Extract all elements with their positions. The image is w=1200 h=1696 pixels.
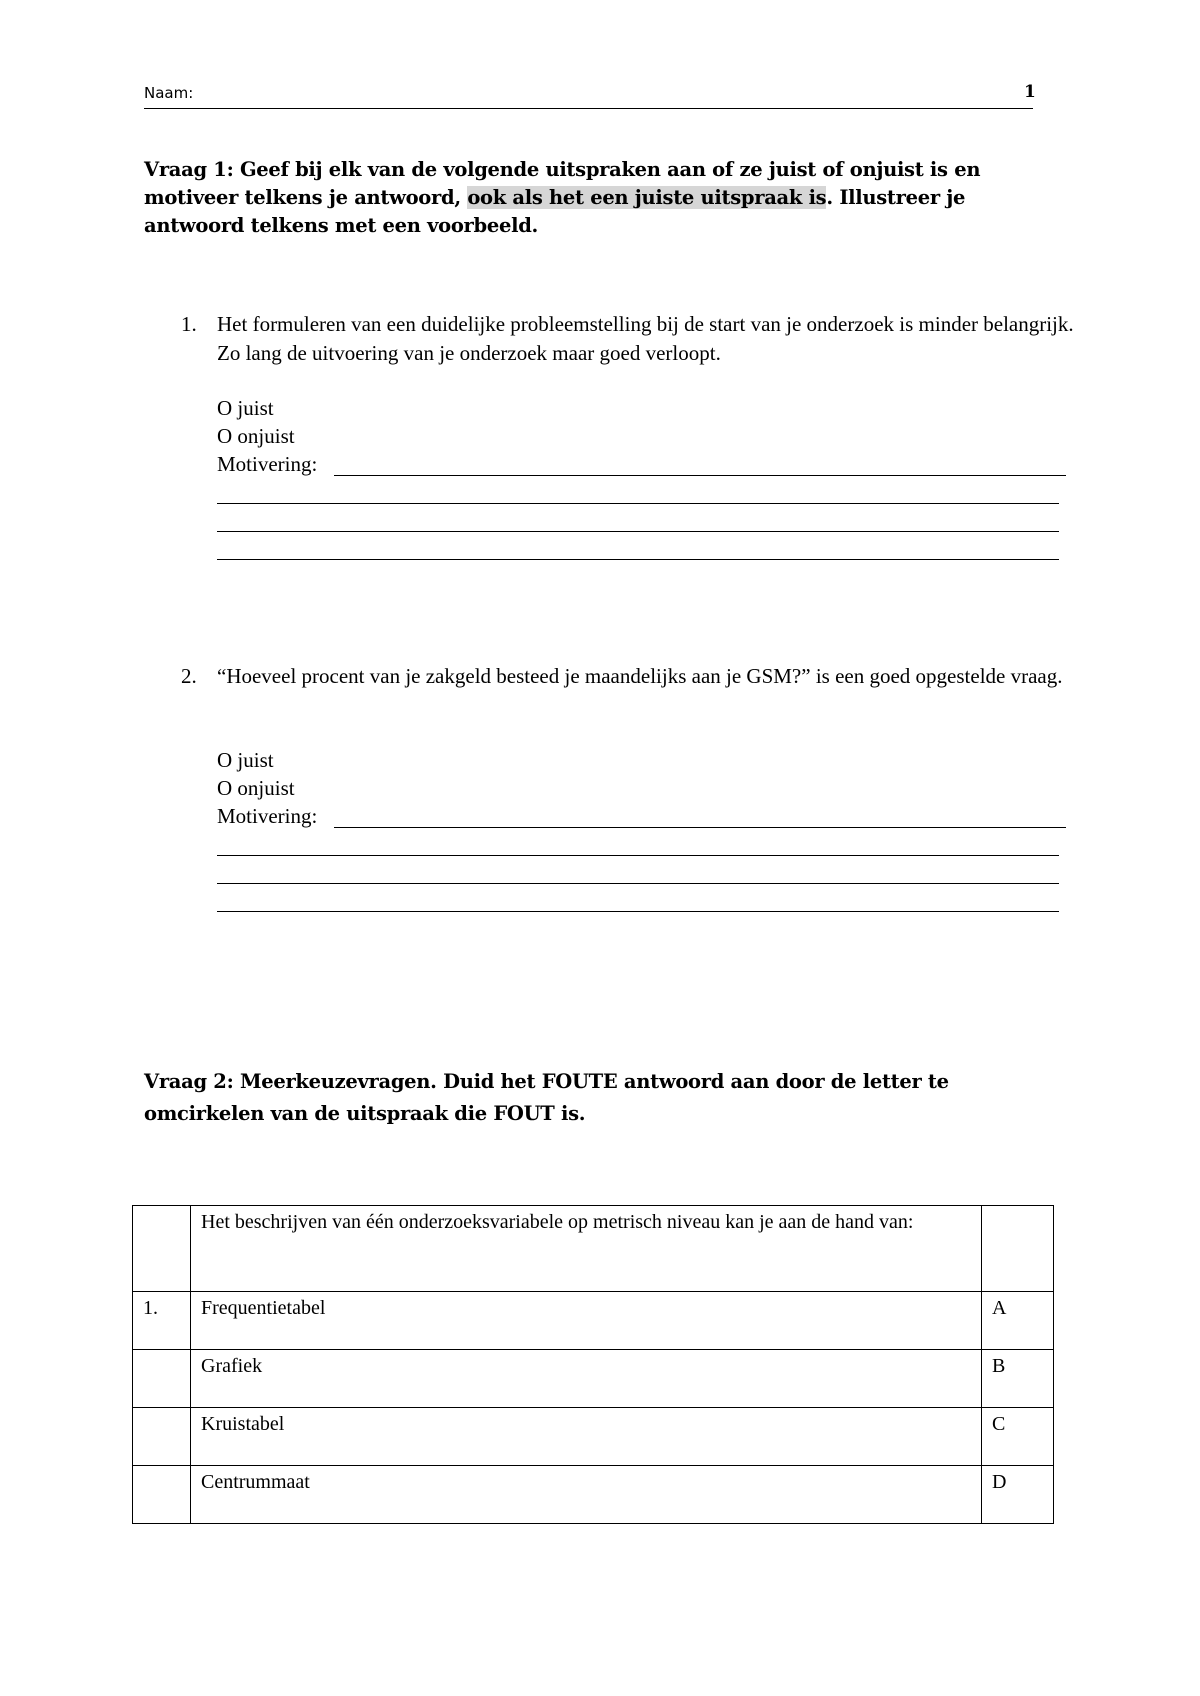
statement-2-text: “Hoeveel procent van je zakgeld besteed je maandelijks aan je GSM?” is een goed opgestelde vraag. [217,664,1063,688]
name-line [144,108,1033,109]
question-1-heading-end: . Illustreer je antwoord telkens met een voorbeeld. [144,186,966,237]
question-1-heading-text: Vraag 1: Geef bij elk van de volgende uitspraken aan of ze juist of onjuist is en motiveer telkens je antwoord, [144,158,981,209]
statement-1-motivation-line[interactable] [334,475,1066,476]
statement-2-motivation-line[interactable] [334,827,1066,828]
statement-1-answer-line[interactable] [217,559,1059,560]
question-1-heading [144,156,1064,240]
question-2-heading: Vraag 2: Meerkeuzevragen. Duid het FOUTE antwoord aan door de letter te omcirkelen van de uitspraak die FOUT is. [144,1070,949,1125]
statement-1-option-false[interactable]: O onjuist [217,424,295,448]
statement-2-option-true[interactable]: O juist [217,748,274,772]
table-row [133,1292,1054,1350]
table-row-number [133,1466,191,1524]
statement-1-text: Het formuleren van een duidelijke probleemstelling bij de start van je onderzoek is minder belangrijk. Zo lang de uitvoering van je onderzoek maar goed verloopt. [217,312,1074,365]
statement-1-answer-line[interactable] [217,531,1059,532]
table-row-letter[interactable]: A [982,1292,1054,1350]
table-row-answer: Centrummaat [191,1466,982,1524]
statement-1-motivation-label: Motivering: [217,452,318,476]
table-row-letter[interactable]: B [982,1350,1054,1408]
table-row-number [133,1350,191,1408]
question-1-highlight: ook als het een juiste uitspraak is [467,186,827,209]
page-number: 1 [1024,82,1036,102]
statement-1-number: 1. [181,312,197,336]
statement-1-answer-line[interactable] [217,503,1059,504]
table-cell-letter [982,1206,1054,1292]
table-cell-number [133,1206,191,1292]
statement-2-answer-line[interactable] [217,855,1059,856]
table-row [133,1408,1054,1466]
table-row-answer: Kruistabel [191,1408,982,1466]
table-intro-text: Het beschrijven van één onderzoeksvariabele op metrisch niveau kan je aan de hand van: [191,1206,982,1292]
statement-1-option-true[interactable]: O juist [217,396,274,420]
table-row-number [133,1408,191,1466]
table-row-answer: Grafiek [191,1350,982,1408]
table-row-number: 1. [133,1292,191,1350]
statement-2-option-false[interactable]: O onjuist [217,776,295,800]
table-row-letter[interactable]: D [982,1466,1054,1524]
table-row [133,1350,1054,1408]
multiple-choice-table [132,1205,1054,1524]
statement-2-motivation-label: Motivering: [217,804,318,828]
table-intro-row [133,1206,1054,1292]
table-row-answer: Frequentietabel [191,1292,982,1350]
table-row-letter[interactable]: C [982,1408,1054,1466]
statement-2-number: 2. [181,664,197,688]
name-label: Naam: [144,84,194,102]
table-row [133,1466,1054,1524]
statement-2-answer-line[interactable] [217,911,1059,912]
statement-2-answer-line[interactable] [217,883,1059,884]
